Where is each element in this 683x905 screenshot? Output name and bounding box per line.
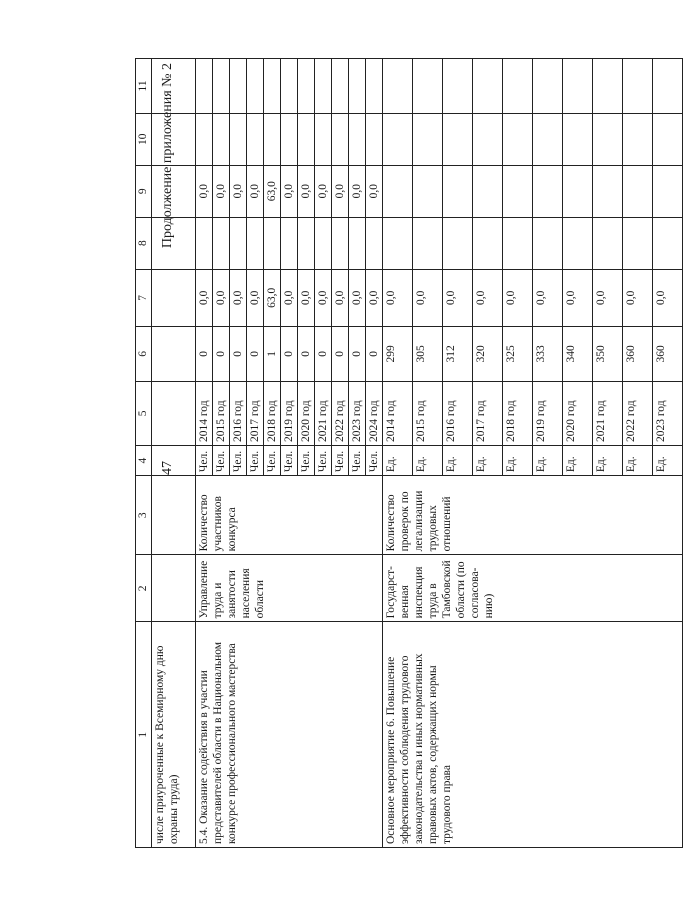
value-cell: 1 bbox=[264, 327, 281, 382]
empty-cell bbox=[213, 217, 230, 269]
unit-cell: Чел. bbox=[366, 446, 383, 476]
funding-cell: 0,0 bbox=[503, 269, 533, 326]
indicator: Количество участников конкурса bbox=[196, 476, 383, 555]
funding-cell: 0,0 bbox=[593, 269, 623, 326]
value-cell: 0 bbox=[213, 327, 230, 382]
value-cell: 0 bbox=[332, 327, 349, 382]
funding-cell: 63,0 bbox=[264, 165, 281, 217]
empty-cell bbox=[152, 217, 196, 269]
empty-cell bbox=[332, 217, 349, 269]
value-cell: 0 bbox=[315, 327, 332, 382]
empty-cell bbox=[473, 59, 503, 114]
empty-cell bbox=[593, 113, 623, 165]
year-cell: 2021 год bbox=[315, 381, 332, 445]
unit-cell: Ед. bbox=[413, 446, 443, 476]
measure-title: 5.4. Оказание содействия в участии представителей области в Национальном конкурсе профессионального мастерства bbox=[196, 622, 383, 848]
funding-cell: 0,0 bbox=[653, 269, 683, 326]
column-number: 11 bbox=[136, 59, 152, 114]
year-cell: 2022 год bbox=[623, 381, 653, 445]
value-cell: 0 bbox=[230, 327, 247, 382]
empty-cell bbox=[196, 59, 213, 114]
unit-cell: Чел. bbox=[196, 446, 213, 476]
value-cell: 0 bbox=[196, 327, 213, 382]
empty-cell bbox=[533, 59, 563, 114]
empty-cell bbox=[230, 217, 247, 269]
empty-cell bbox=[383, 165, 413, 217]
funding-cell: 0,0 bbox=[349, 269, 366, 326]
year-cell: 2019 год bbox=[533, 381, 563, 445]
empty-cell bbox=[383, 217, 413, 269]
year-cell: 2018 год bbox=[503, 381, 533, 445]
table-row bbox=[383, 59, 413, 848]
column-number: 9 bbox=[136, 165, 152, 217]
empty-cell bbox=[443, 217, 473, 269]
value-cell: 340 bbox=[563, 327, 593, 382]
unit-cell: Ед. bbox=[563, 446, 593, 476]
continuation-caption: Продолжение приложения № 2 bbox=[160, 63, 175, 249]
funding-cell: 0,0 bbox=[213, 165, 230, 217]
unit-cell: Ед. bbox=[383, 446, 413, 476]
empty-cell bbox=[332, 113, 349, 165]
column-number: 8 bbox=[136, 217, 152, 269]
empty-cell bbox=[623, 217, 653, 269]
column-number: 3 bbox=[136, 476, 152, 555]
funding-cell: 0,0 bbox=[230, 269, 247, 326]
value-cell: 320 bbox=[473, 327, 503, 382]
year-cell: 2023 год bbox=[349, 381, 366, 445]
empty-cell bbox=[152, 555, 196, 622]
empty-cell bbox=[349, 113, 366, 165]
empty-cell bbox=[264, 217, 281, 269]
year-cell: 2020 год bbox=[298, 381, 315, 445]
empty-cell bbox=[213, 113, 230, 165]
funding-cell: 0,0 bbox=[315, 269, 332, 326]
empty-cell bbox=[281, 217, 298, 269]
empty-cell bbox=[503, 113, 533, 165]
intro-text: числе приуроченные к Всемирному дню охраны труда) bbox=[152, 622, 196, 848]
year-cell: 2014 год bbox=[196, 381, 213, 445]
empty-cell bbox=[281, 59, 298, 114]
empty-cell bbox=[653, 217, 683, 269]
empty-cell bbox=[473, 113, 503, 165]
year-cell: 2017 год bbox=[247, 381, 264, 445]
column-number: 2 bbox=[136, 555, 152, 622]
empty-cell bbox=[413, 165, 443, 217]
funding-cell: 0,0 bbox=[281, 165, 298, 217]
empty-cell bbox=[315, 59, 332, 114]
year-cell: 2015 год bbox=[213, 381, 230, 445]
value-cell: 350 bbox=[593, 327, 623, 382]
value-cell: 0 bbox=[298, 327, 315, 382]
empty-cell bbox=[623, 59, 653, 114]
funding-cell: 0,0 bbox=[349, 165, 366, 217]
appendix-table bbox=[135, 58, 683, 848]
year-cell: 2016 год bbox=[443, 381, 473, 445]
year-cell: 2022 год bbox=[332, 381, 349, 445]
year-cell: 2016 год bbox=[230, 381, 247, 445]
empty-cell bbox=[413, 113, 443, 165]
unit-cell: Чел. bbox=[213, 446, 230, 476]
empty-cell bbox=[264, 113, 281, 165]
empty-cell bbox=[443, 165, 473, 217]
unit-cell: Чел. bbox=[315, 446, 332, 476]
funding-cell: 0,0 bbox=[196, 165, 213, 217]
empty-cell bbox=[653, 59, 683, 114]
empty-cell bbox=[383, 59, 413, 114]
year-cell: 2014 год bbox=[383, 381, 413, 445]
funding-cell: 0,0 bbox=[473, 269, 503, 326]
funding-cell: 0,0 bbox=[332, 269, 349, 326]
funding-cell: 0,0 bbox=[247, 165, 264, 217]
funding-cell: 0,0 bbox=[563, 269, 593, 326]
unit-cell: Ед. bbox=[653, 446, 683, 476]
executor: Управление труда и занятости населения области bbox=[196, 555, 383, 622]
unit-cell: Чел. bbox=[247, 446, 264, 476]
funding-cell: 0,0 bbox=[332, 165, 349, 217]
empty-cell bbox=[593, 59, 623, 114]
empty-cell bbox=[563, 59, 593, 114]
column-number: 10 bbox=[136, 113, 152, 165]
value-cell: 360 bbox=[623, 327, 653, 382]
empty-cell bbox=[503, 165, 533, 217]
column-number: 1 bbox=[136, 622, 152, 848]
value-cell: 299 bbox=[383, 327, 413, 382]
unit-cell: Чел. bbox=[349, 446, 366, 476]
year-cell: 2024 год bbox=[366, 381, 383, 445]
empty-cell bbox=[533, 217, 563, 269]
funding-cell: 0,0 bbox=[281, 269, 298, 326]
empty-cell bbox=[653, 165, 683, 217]
unit-cell: Ед. bbox=[593, 446, 623, 476]
year-cell: 2018 год bbox=[264, 381, 281, 445]
funding-cell: 0,0 bbox=[298, 269, 315, 326]
empty-cell bbox=[264, 59, 281, 114]
column-number-row bbox=[136, 59, 152, 848]
funding-cell: 0,0 bbox=[230, 165, 247, 217]
column-number: 4 bbox=[136, 446, 152, 476]
empty-cell bbox=[413, 59, 443, 114]
funding-cell: 0,0 bbox=[366, 165, 383, 217]
value-cell: 325 bbox=[503, 327, 533, 382]
funding-cell: 0,0 bbox=[315, 165, 332, 217]
empty-cell bbox=[152, 476, 196, 555]
empty-cell bbox=[473, 165, 503, 217]
empty-cell bbox=[443, 59, 473, 114]
empty-cell bbox=[315, 113, 332, 165]
year-cell: 2021 год bbox=[593, 381, 623, 445]
empty-cell bbox=[623, 165, 653, 217]
funding-cell: 0,0 bbox=[213, 269, 230, 326]
value-cell: 333 bbox=[533, 327, 563, 382]
empty-cell bbox=[366, 59, 383, 114]
unit-cell: Чел. bbox=[298, 446, 315, 476]
indicator: Количество проверок по легализации трудовых отношений bbox=[383, 476, 683, 555]
empty-cell bbox=[563, 113, 593, 165]
column-number: 5 bbox=[136, 381, 152, 445]
value-cell: 0 bbox=[281, 327, 298, 382]
funding-cell: 0,0 bbox=[366, 269, 383, 326]
year-cell: 2017 год bbox=[473, 381, 503, 445]
value-cell: 312 bbox=[443, 327, 473, 382]
value-cell: 0 bbox=[366, 327, 383, 382]
empty-cell bbox=[298, 59, 315, 114]
unit-cell: Ед. bbox=[503, 446, 533, 476]
funding-cell: 0,0 bbox=[196, 269, 213, 326]
empty-cell bbox=[152, 113, 196, 165]
funding-cell: 0,0 bbox=[533, 269, 563, 326]
unit-cell: Ед. bbox=[443, 446, 473, 476]
empty-cell bbox=[563, 217, 593, 269]
column-number: 6 bbox=[136, 327, 152, 382]
empty-cell bbox=[349, 59, 366, 114]
year-cell: 2020 год bbox=[563, 381, 593, 445]
empty-cell bbox=[152, 381, 196, 445]
empty-cell bbox=[623, 113, 653, 165]
funding-cell: 0,0 bbox=[413, 269, 443, 326]
value-cell: 0 bbox=[247, 327, 264, 382]
empty-cell bbox=[593, 217, 623, 269]
empty-cell bbox=[533, 113, 563, 165]
funding-cell: 0,0 bbox=[247, 269, 264, 326]
empty-cell bbox=[653, 113, 683, 165]
empty-cell bbox=[230, 59, 247, 114]
empty-cell bbox=[152, 269, 196, 326]
value-cell: 360 bbox=[653, 327, 683, 382]
empty-cell bbox=[152, 165, 196, 217]
empty-cell bbox=[298, 113, 315, 165]
empty-cell bbox=[473, 217, 503, 269]
empty-cell bbox=[349, 217, 366, 269]
empty-cell bbox=[593, 165, 623, 217]
empty-cell bbox=[332, 59, 349, 114]
empty-cell bbox=[152, 59, 196, 114]
empty-cell bbox=[152, 327, 196, 382]
unit-cell: Ед. bbox=[533, 446, 563, 476]
empty-cell bbox=[413, 217, 443, 269]
executor: Государст-венная инспекция труда в Тамбовской области (по согласова-нию) bbox=[383, 555, 683, 622]
funding-cell: 63,0 bbox=[264, 269, 281, 326]
empty-cell bbox=[503, 59, 533, 114]
empty-cell bbox=[196, 217, 213, 269]
empty-cell bbox=[533, 165, 563, 217]
empty-cell bbox=[366, 113, 383, 165]
empty-cell bbox=[247, 59, 264, 114]
unit-cell: Ед. bbox=[623, 446, 653, 476]
table-row bbox=[196, 59, 213, 848]
funding-cell: 0,0 bbox=[623, 269, 653, 326]
empty-cell bbox=[366, 217, 383, 269]
year-cell: 2023 год bbox=[653, 381, 683, 445]
column-number: 7 bbox=[136, 269, 152, 326]
year-cell: 2019 год bbox=[281, 381, 298, 445]
unit-cell: Ед. bbox=[473, 446, 503, 476]
empty-cell bbox=[247, 217, 264, 269]
empty-cell bbox=[443, 113, 473, 165]
unit-cell: Чел. bbox=[281, 446, 298, 476]
empty-cell bbox=[315, 217, 332, 269]
rotated-sheet bbox=[108, 55, 667, 850]
empty-cell bbox=[196, 113, 213, 165]
measure-title: Основное мероприятие 6. Повышение эффективности соблюдения трудового законодательства и иных нормативных правовых актов, содержащих нормы трудового права bbox=[383, 622, 683, 848]
funding-cell: 0,0 bbox=[298, 165, 315, 217]
page-number: 47 bbox=[160, 461, 175, 475]
funding-cell: 0,0 bbox=[443, 269, 473, 326]
empty-cell bbox=[213, 59, 230, 114]
unit-cell: Чел. bbox=[264, 446, 281, 476]
empty-cell bbox=[503, 217, 533, 269]
empty-cell bbox=[152, 446, 196, 476]
empty-cell bbox=[298, 217, 315, 269]
empty-cell bbox=[563, 165, 593, 217]
year-cell: 2015 год bbox=[413, 381, 443, 445]
empty-cell bbox=[383, 113, 413, 165]
unit-cell: Чел. bbox=[230, 446, 247, 476]
empty-cell bbox=[247, 113, 264, 165]
empty-cell bbox=[281, 113, 298, 165]
funding-cell: 0,0 bbox=[383, 269, 413, 326]
unit-cell: Чел. bbox=[332, 446, 349, 476]
intro-row bbox=[152, 59, 196, 848]
empty-cell bbox=[230, 113, 247, 165]
value-cell: 305 bbox=[413, 327, 443, 382]
value-cell: 0 bbox=[349, 327, 366, 382]
